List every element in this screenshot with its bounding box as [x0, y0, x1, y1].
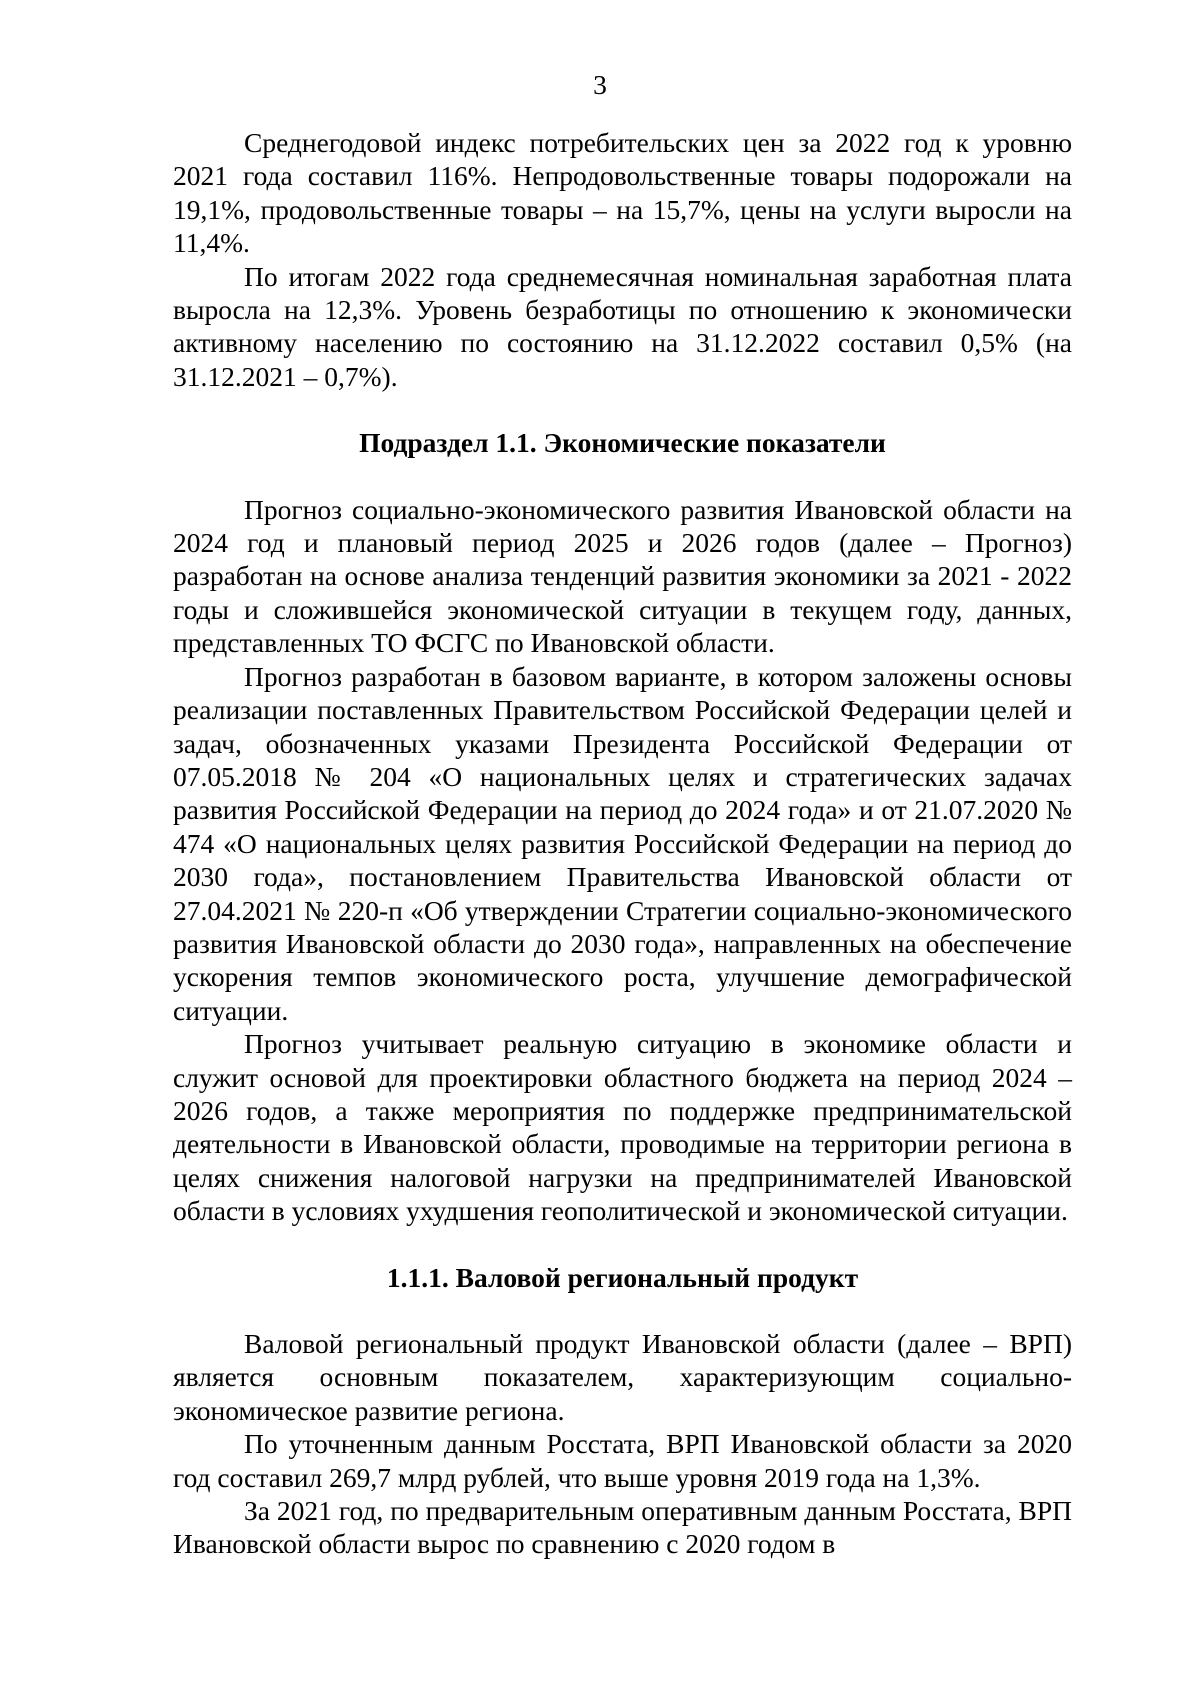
- document-body: [173, 126, 1072, 1561]
- subsection-heading: Подраздел 1.1. Экономические показатели: [359, 427, 886, 459]
- paragraph-grp-definition: Валовой региональный продукт Ивановской области (далее – ВРП) является основным показателем, характеризующим социально-экономическое развитие региона.: [173, 1328, 1072, 1426]
- section-heading: 1.1.1. Валовой региональный продукт: [386, 1261, 859, 1293]
- paragraph-grp-2021: За 2021 год, по предварительным оперативным данным Росстата, ВРП Ивановской области вырос по сравнению с 2020 годом в: [173, 1495, 1072, 1560]
- paragraph-grp-2020: По уточненным данным Росстата, ВРП Ивановской области за 2020 год составил 269,7 млрд рублей, что выше уровня 2019 года на 1,3%.: [173, 1428, 1072, 1493]
- paragraph-forecast-variant: Прогноз разработан в базовом варианте, в котором заложены основы реализации поставленных Правительством Российской Федерации целей и задач, обозначенных указами Президента Российской Федерации от 07.05.2018 № 204 «О национальных целях и стратегических задачах развития Российской Федерации на период до 2024 года» и от 21.07.2020 № 474 «О национальных целях развития Российской Федерации на период до 2030 года», постановлением Правительства Ивановской области от 27.04.2021 № 220-п «Об утверждении Стратегии социально-экономического развития Ивановской области до 2030 года», направленных на обеспечение ускорения темпов экономического роста, улучшение демографической ситуации.: [173, 660, 1072, 1026]
- paragraph-wages: По итогам 2022 года среднемесячная номинальная заработная плата выросла на 12,3%. Уровень безработицы по отношению к экономически активному населению по состоянию на 31.12.2022 составил 0,5% (на 31.12.2021 – 0,7%).: [173, 260, 1072, 392]
- paragraph-forecast-basis: Прогноз социально-экономического развития Ивановской области на 2024 год и плановый период 2025 и 2026 годов (далее – Прогноз) разработан на основе анализа тенденций развития экономики за 2021 - 2022 годы и сложившейся экономической ситуации в текущем году, данных, представленных ТО ФСГС по Ивановской области.: [173, 493, 1072, 659]
- page-number: 3: [593, 69, 607, 100]
- paragraph-forecast-budget: Прогноз учитывает реальную ситуацию в экономике области и служит основой для проектировки областного бюджета на период 2024 – 2026 годов, а также мероприятия по поддержке предпринимательской деятельности в Ивановской области, проводимые на территории региона в целях снижения налоговой нагрузки на предпринимателей Ивановской области в условиях ухудшения геополитической и экономической ситуации.: [173, 1028, 1072, 1227]
- paragraph-cpi: Среднегодовой индекс потребительских цен за 2022 год к уровню 2021 года составил 116%. Непродовольственные товары подорожали на 19,1%, продовольственные товары – на 15,7%, цены на услуги выросли на 11,4%.: [173, 127, 1072, 259]
